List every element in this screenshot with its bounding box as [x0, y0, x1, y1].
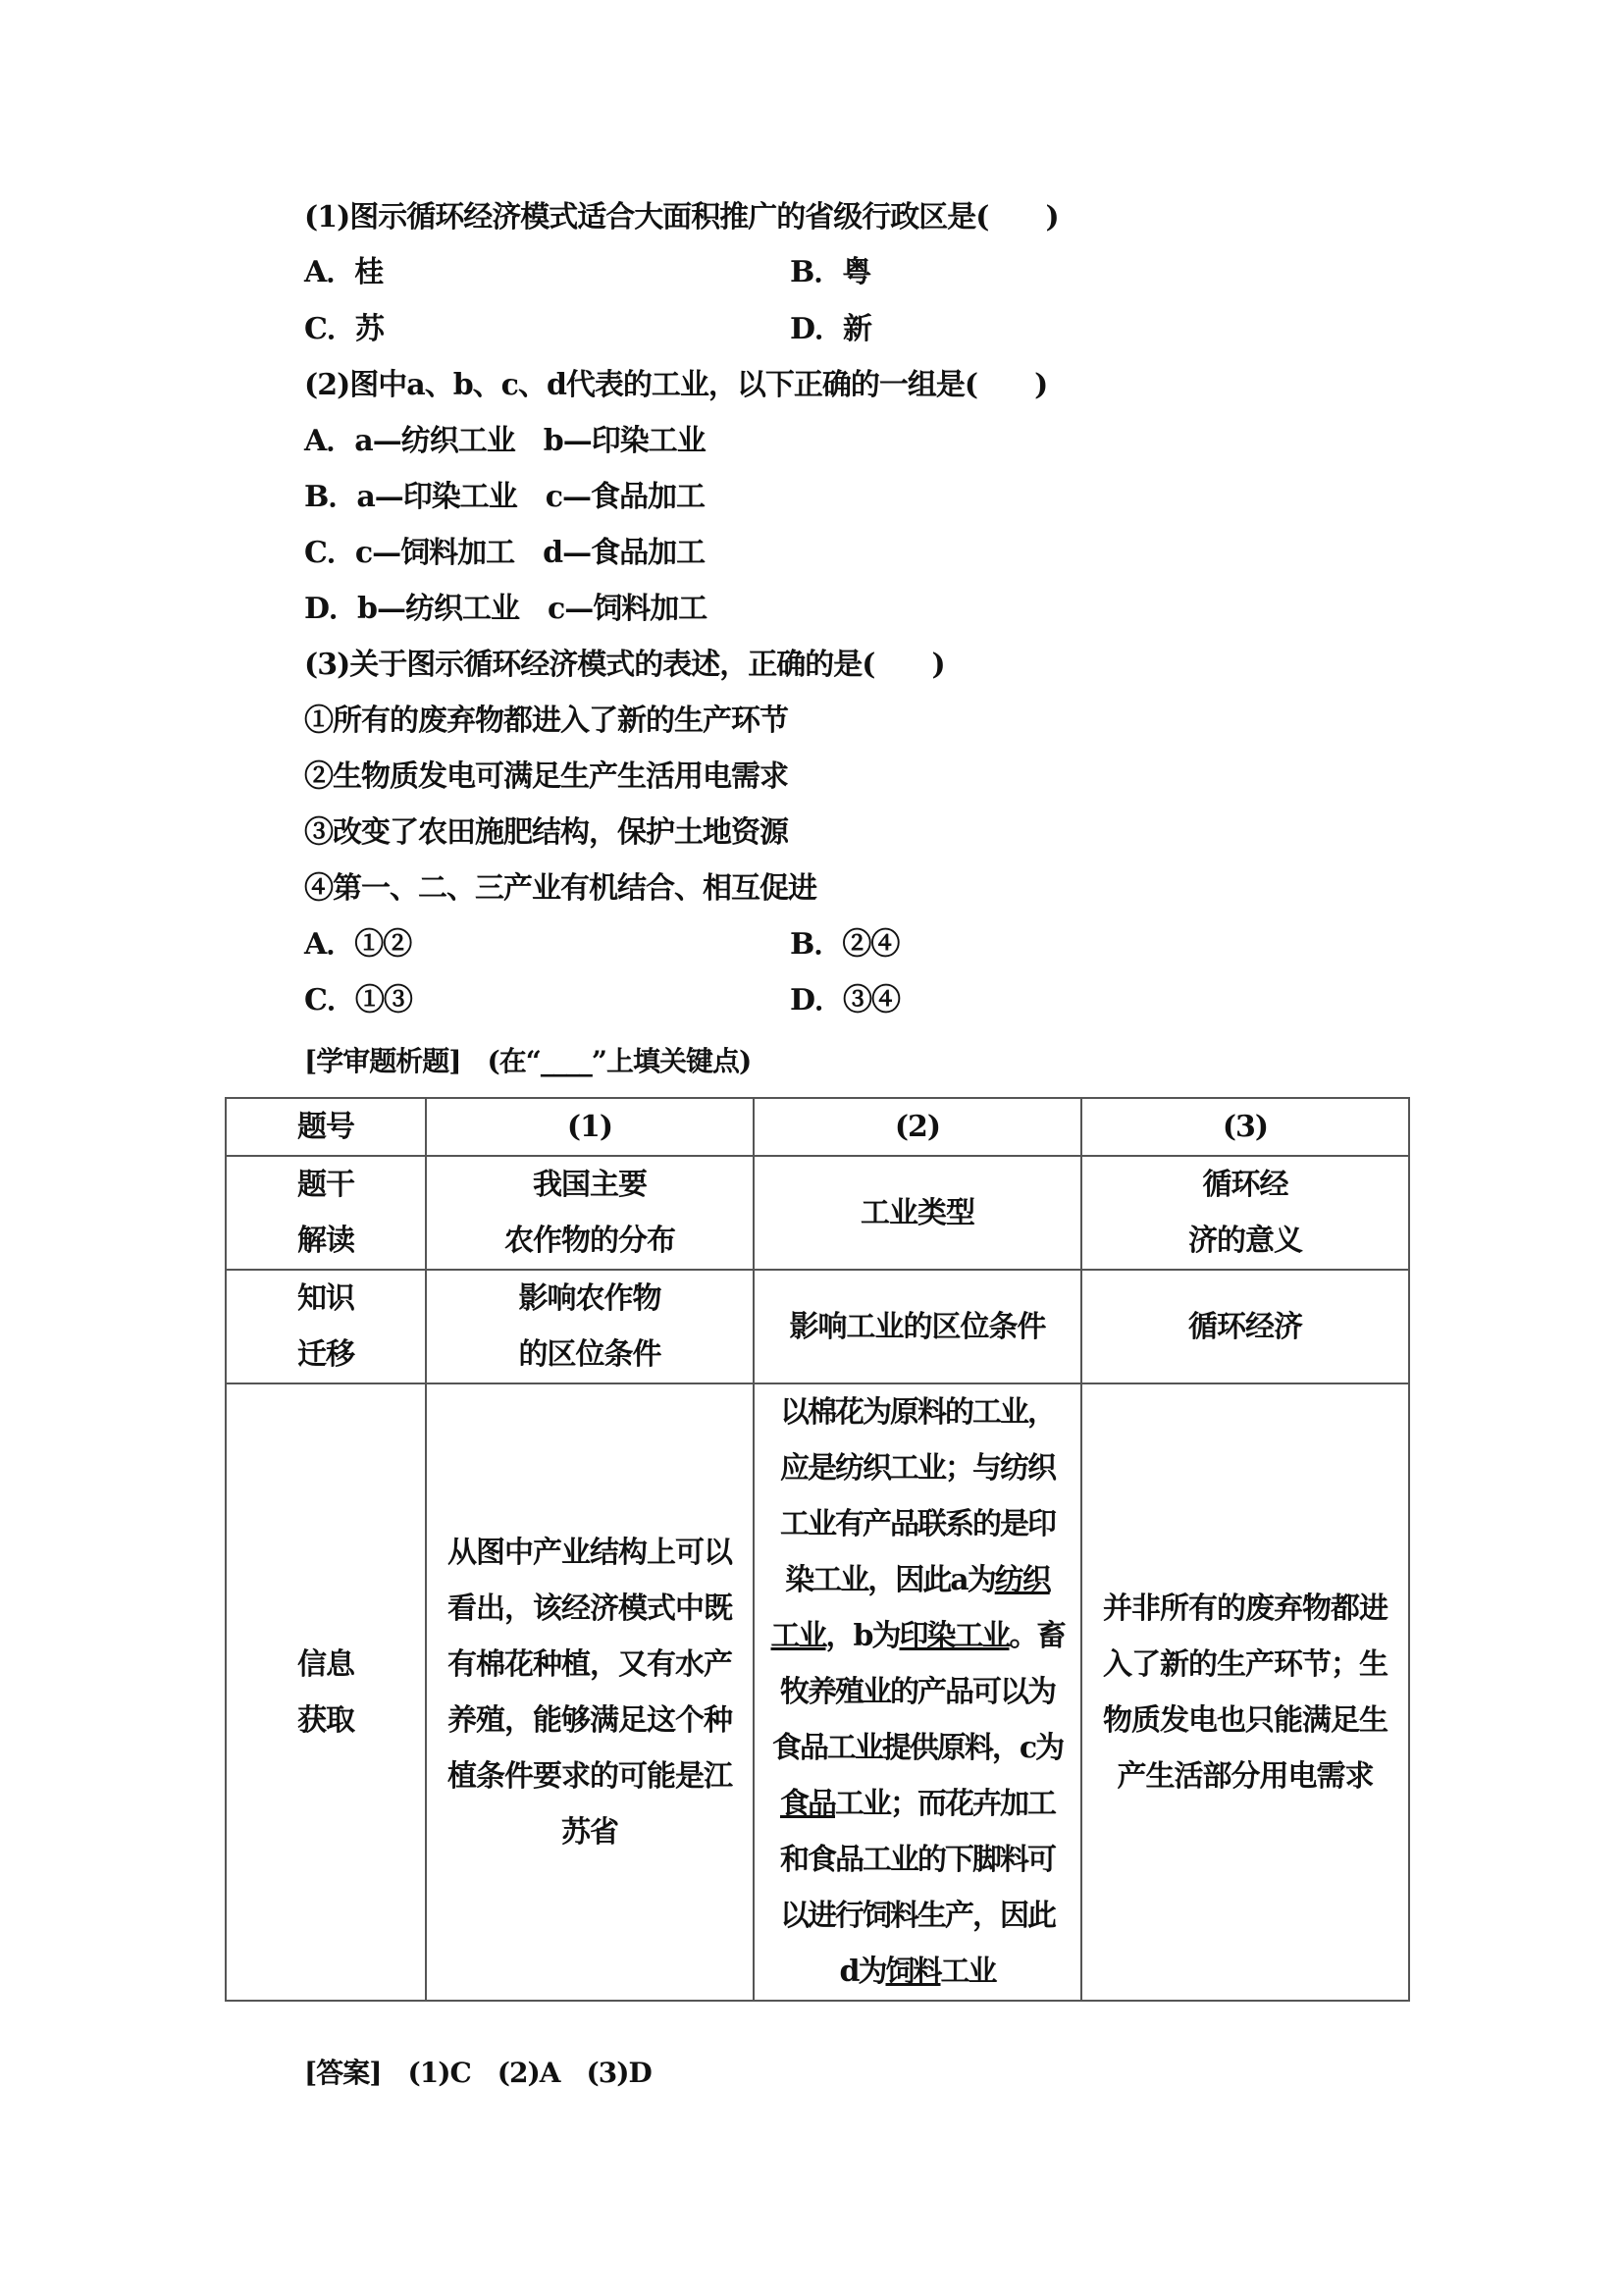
answer: [答案] (1)C (2)A (3)D — [304, 2057, 652, 2089]
cell-line: 解读 — [297, 1224, 354, 1258]
option-b: B．粤 — [790, 255, 871, 289]
table-cell — [1081, 1270, 1409, 1383]
text-segment: 应是纺织工业；与纺织 — [780, 1451, 1055, 1486]
cell-line: 从图中产业结构上可以 — [447, 1535, 732, 1570]
cell-line: 看出，该经济模式中既 — [447, 1591, 732, 1626]
underlined-keyword: 印染工业 — [899, 1619, 1010, 1653]
option-c: C．苏 — [304, 312, 384, 346]
cell-line: 养殖，能够满足这个种 — [447, 1702, 732, 1738]
cell-line — [766, 1888, 1069, 1944]
text-segment: 工业有产品联系的是印 — [780, 1507, 1055, 1541]
table-cell — [754, 1383, 1081, 2001]
cell-line: 信息 — [297, 1646, 354, 1682]
analysis-table — [225, 1097, 1410, 2002]
text-segment: 以进行饲料生产，因此 — [780, 1899, 1055, 1933]
table-cell — [426, 1156, 754, 1270]
cell-line — [766, 1496, 1069, 1552]
text-segment: 食品工业提供原料，c为 — [771, 1731, 1064, 1765]
cell-line: 获取 — [297, 1702, 354, 1738]
cell-line — [766, 1440, 1069, 1496]
text-segment: 和食品工业的下脚料可 — [780, 1843, 1055, 1877]
option-d: D．新 — [790, 312, 872, 346]
cell-line: 影响农作物 — [518, 1281, 661, 1316]
text-segment: 以棉花为原料的工业， — [780, 1395, 1055, 1430]
statement-4: ④第一、二、三产业有机结合、相互促进 — [304, 871, 816, 906]
table-cell — [754, 1156, 1081, 1270]
option-d: D．b—纺织工业 c—饲料加工 — [304, 592, 707, 626]
cell-line — [766, 1776, 1069, 1832]
cell-line — [766, 1664, 1069, 1720]
option-b: B．②④ — [790, 927, 900, 962]
underlined-keyword: 饲料 — [885, 1955, 941, 1989]
text-segment: 工业 — [940, 1955, 996, 1989]
option-a: A．a—纺织工业 b—印染工业 — [304, 424, 706, 458]
cell-line — [766, 1832, 1069, 1888]
cell-line: 迁移 — [297, 1337, 354, 1372]
cell-line — [766, 1384, 1069, 1440]
table-cell — [426, 1270, 754, 1383]
header-cell: (2) — [754, 1098, 1081, 1156]
cell-line: 知识 — [297, 1281, 354, 1316]
table-row — [226, 1270, 1409, 1383]
cell-line: 影响工业的区位条件 — [789, 1309, 1046, 1344]
cell-line — [766, 1552, 1069, 1608]
question-stem: (3)关于图示循环经济模式的表述，正确的是( ) — [304, 648, 945, 682]
header-cell: 题号 — [226, 1098, 426, 1156]
cell-line: 物质发电也只能满足生 — [1103, 1702, 1387, 1738]
text-segment: ，b为 — [825, 1619, 900, 1653]
row-label — [226, 1383, 426, 2001]
option-c: C．c—饲料加工 d—食品加工 — [304, 536, 706, 570]
cell-line: 循环经 — [1202, 1168, 1288, 1202]
analysis-heading: [学审题析题] (在“____”上填关键点) — [304, 1045, 752, 1077]
table-header-row — [226, 1098, 1409, 1156]
cell-line: 农作物的分布 — [504, 1224, 675, 1258]
option-a: A．①② — [304, 927, 412, 962]
cell-line: 苏省 — [561, 1814, 618, 1850]
cell-line: 题干 — [297, 1168, 354, 1202]
option-b: B．a—印染工业 c—食品加工 — [304, 480, 706, 514]
cell-line: 工业类型 — [861, 1195, 974, 1230]
cell-line: 济的意义 — [1188, 1224, 1302, 1258]
question-stem: (1)图示循环经济模式适合大面积推广的省级行政区是( ) — [304, 200, 1059, 235]
underlined-keyword: 纺织 — [994, 1563, 1050, 1597]
cell-line: 产生活部分用电需求 — [1117, 1758, 1374, 1794]
cell-line: 入了新的生产环节；生 — [1103, 1646, 1387, 1682]
underlined-keyword: 工业 — [770, 1619, 826, 1653]
text-segment: 工业；而花卉加工 — [835, 1787, 1055, 1821]
text-segment: 。畜 — [1009, 1619, 1065, 1653]
option-d: D．③④ — [790, 983, 901, 1018]
header-cell: (3) — [1081, 1098, 1409, 1156]
table-row — [226, 1383, 1409, 2001]
option-c: C．①③ — [304, 983, 412, 1018]
text-segment: 牧养殖业的产品可以为 — [780, 1675, 1055, 1709]
cell-line: 植条件要求的可能是江 — [447, 1758, 732, 1794]
statement-2: ②生物质发电可满足生产生活用电需求 — [304, 759, 788, 794]
row-label — [226, 1270, 426, 1383]
row-label — [226, 1156, 426, 1270]
header-cell: (1) — [426, 1098, 754, 1156]
cell-line — [766, 1720, 1069, 1776]
question-stem: (2)图中a、b、c、d代表的工业，以下正确的一组是( ) — [304, 368, 1048, 402]
text-segment: 染工业，因此a为 — [785, 1563, 995, 1597]
cell-line: 我国主要 — [533, 1168, 647, 1202]
cell-line: 的区位条件 — [518, 1337, 661, 1372]
cell-line — [766, 1944, 1069, 2000]
table-cell — [426, 1383, 754, 2001]
table-row — [226, 1156, 1409, 1270]
underlined-keyword: 食品 — [780, 1787, 835, 1821]
cell-line: 并非所有的废弃物都进 — [1103, 1591, 1387, 1626]
statement-1: ①所有的废弃物都进入了新的生产环节 — [304, 704, 788, 738]
table-cell — [1081, 1156, 1409, 1270]
statement-3: ③改变了农田施肥结构，保护土地资源 — [304, 815, 788, 850]
cell-line: 有棉花种植，又有水产 — [447, 1646, 732, 1682]
cell-line: 循环经济 — [1188, 1309, 1302, 1344]
option-a: A．桂 — [304, 255, 384, 289]
cell-line — [766, 1608, 1069, 1664]
table-cell — [1081, 1383, 1409, 2001]
table-cell — [754, 1270, 1081, 1383]
text-segment: d为 — [839, 1955, 886, 1989]
